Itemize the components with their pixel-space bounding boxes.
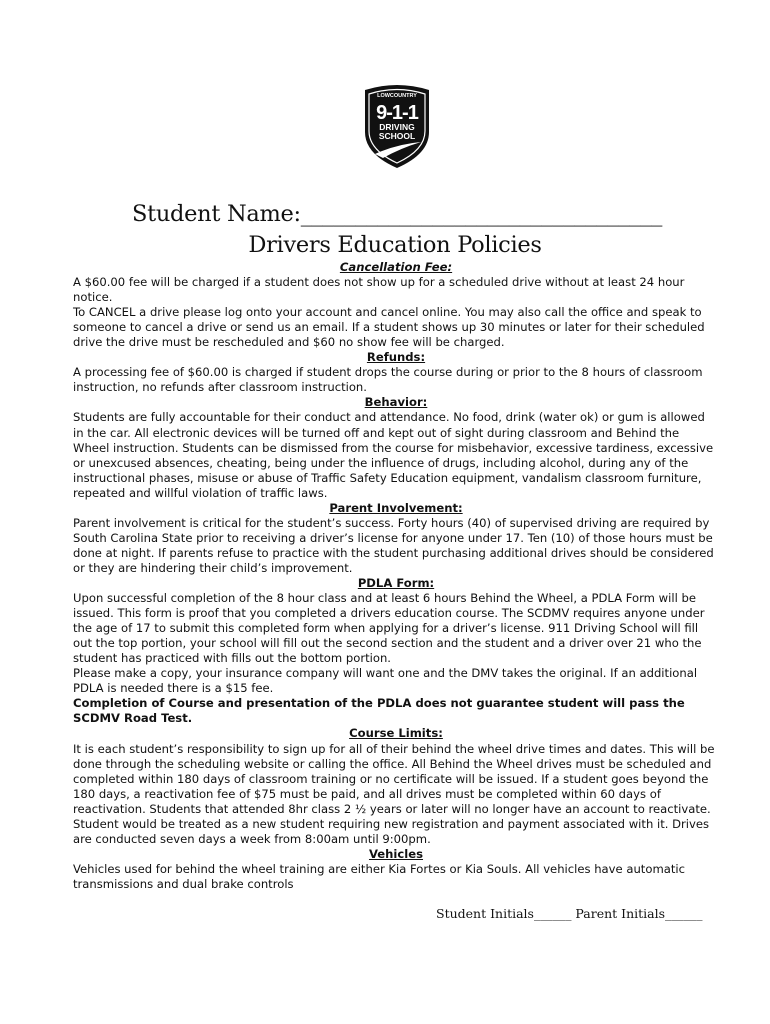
pdla-disclaimer: Completion of Course and presentation of the PDLA does not guarantee student will pass the SCDMV Road Test. [73, 696, 685, 726]
student-name-line: Student Name:_________________________________ [132, 201, 663, 227]
logo-line-driving: DRIVING [379, 122, 415, 132]
logo-number: 9-1-1 [376, 102, 418, 124]
cancellation-heading: Cancellation Fee: [339, 260, 453, 274]
vehicles-heading: Vehicles [368, 846, 424, 861]
document-title: Drivers Education Policies [248, 232, 542, 258]
policies-body [73, 260, 719, 892]
cancellation-text-1: A $60.00 fee will be charged if a student does not show up for a scheduled drive without at least 24 hour notice. [73, 275, 685, 305]
behavior-text: Students are fully accountable for their conduct and attendance. No food, drink (water ok) or gum is allowed in the car. All electronic devices will be turned off and kept out of sight during classroom and Behind the Wheel instruction. Students can be dismissed from the course for misbehavior, excessive tardiness, excessive or unexcused absences, cheating, being under the influence of drugs, including alcohol, during any of the instructional phases, misuse or abuse of Traffic Safety Education equipment, vandalism classroom furniture, repeated and willful violation of traffic laws. [73, 410, 714, 500]
logo-line-school: SCHOOL [378, 131, 416, 141]
parent-involvement-heading: Parent Involvement: [329, 500, 463, 515]
driving-school-logo [361, 82, 433, 168]
refunds-heading: Refunds: [366, 350, 426, 365]
pdla-text-1: Upon successful completion of the 8 hour class and at least 6 hours Behind the Wheel, a PDLA Form will be issued. This form is proof that you completed a drivers education course. The SCDMV requires anyone under the age of 17 to submit this completed form when applying for a driver’s license. 911 Driving School will fill out the top portion, your school will fill out the second section and the student and a driver over 21 who the student has practiced with fills out the bottom portion. [73, 591, 705, 666]
refunds-text: A processing fee of $60.00 is charged if student drops the course during or prior to the 8 hours of classroom instruction, no refunds after classroom instruction. [73, 365, 703, 395]
initials-line: Student Initials______ Parent Initials______ [436, 906, 703, 921]
logo-top-text: LOWCOUNTRY [377, 93, 417, 99]
behavior-heading: Behavior: [364, 395, 428, 410]
parent-involvement-text: Parent involvement is critical for the student’s success. Forty hours (40) of supervised driving are required by South Carolina State prior to receiving a driver’s license for anyone under 17. Ten (10) of those hours must be done at night. If parents refuse to practice with the student purchasing additional drives should be considered or they are hindering their child’s improvement. [73, 515, 714, 575]
pdla-text-2: Please make a copy, your insurance company will want one and the DMV takes the original. If an additional PDLA is needed there is a $15 fee. [73, 666, 698, 696]
vehicles-text: Vehicles used for behind the wheel training are either Kia Fortes or Kia Souls. All vehicles have automatic transmissions and dual brake controls [73, 861, 685, 891]
cancellation-text-2: To CANCEL a drive please log onto your account and cancel online. You may also call the office and speak to someone to cancel a drive or send us an email. If a student shows up 30 minutes or later for their scheduled drive the drive must be rescheduled and $60 no show fee will be charged. [73, 305, 705, 350]
pdla-heading: PDLA Form: [357, 575, 435, 590]
course-limits-text: It is each student’s responsibility to sign up for all of their behind the wheel drive times and dates. This will be done through the scheduling website or calling the office. All Behind the Wheel drives must be scheduled and completed within 180 days of classroom training or no certificate will be issued. If a student goes beyond the 180 days, a reactivation fee of $75 must be paid, and all drives must be completed within 60 days of reactivation. Students that attended 8hr class 2 ½ years or later will no longer have an account to reactivate. Student would be treated as a new student requiring new registration and payment associated with it. Drives are conducted seven days a week from 8:00am until 9:00pm. [73, 741, 715, 846]
course-limits-heading: Course Limits: [349, 726, 443, 741]
